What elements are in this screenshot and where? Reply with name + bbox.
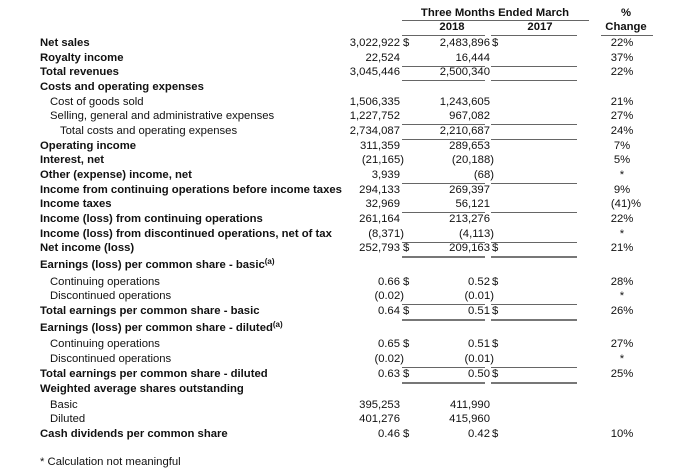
percent-change: 25% xyxy=(610,368,634,380)
value-2018: 261,164 xyxy=(359,213,400,225)
value-2017: 0.50 xyxy=(468,368,490,380)
value-2018: 0.46 xyxy=(378,428,400,440)
value-2018: 401,276 xyxy=(359,413,400,425)
table-row xyxy=(0,65,700,80)
value-2018: 1,227,752 xyxy=(349,110,400,122)
period-header: Three Months Ended March xyxy=(420,7,570,19)
value-2018: 3,939 xyxy=(371,169,400,181)
row-label-text: Total earnings per common share - basic xyxy=(40,305,260,317)
row-label-text: Cost of goods sold xyxy=(50,96,144,108)
row-label xyxy=(50,352,171,367)
percent-change: * xyxy=(619,169,625,181)
table-row xyxy=(0,382,700,397)
value-2018: 395,253 xyxy=(359,399,400,411)
table-row xyxy=(0,321,700,336)
row-label xyxy=(40,212,263,227)
percent-change: 26% xyxy=(610,305,634,317)
percent-change: 9% xyxy=(613,184,631,196)
row-label xyxy=(40,51,124,66)
value-2018: 32,969 xyxy=(365,198,400,210)
table-row xyxy=(0,183,700,198)
row-label xyxy=(40,241,134,256)
percent-change: 22% xyxy=(610,66,634,78)
footnote-ref: (a) xyxy=(272,320,283,329)
value-2017: 0.51 xyxy=(468,338,490,350)
currency-symbol-2017: $ xyxy=(492,242,499,254)
row-label xyxy=(40,197,112,212)
value-2018: 3,022,922 xyxy=(349,37,400,49)
value-2018: 294,133 xyxy=(359,184,400,196)
table-row xyxy=(0,367,700,382)
row-label xyxy=(40,382,244,397)
row-label-text: Discontinued operations xyxy=(50,353,172,365)
row-label xyxy=(40,304,260,319)
table-row xyxy=(0,80,700,95)
value-2018: 0.66 xyxy=(378,276,400,288)
row-label-text: Operating income xyxy=(40,140,137,152)
row-label-text: Discontinued operations xyxy=(50,290,172,302)
row-label-text: Income from continuing operations before income taxes xyxy=(40,184,342,196)
row-label xyxy=(40,139,136,154)
value-2018: 3,045,446 xyxy=(349,66,400,78)
row-label-text: Diluted xyxy=(50,413,86,425)
value-2017: 0.42 xyxy=(468,428,490,440)
value-2018: 0.65 xyxy=(378,338,400,350)
row-label-text: Earnings (loss) per common share - diluted xyxy=(40,322,273,334)
row-label-text: Cash dividends per common share xyxy=(40,428,228,440)
value-2018: 252,793 xyxy=(359,242,400,254)
table-row xyxy=(0,197,700,212)
table-row xyxy=(0,124,700,139)
value-2017: 411,990 xyxy=(450,399,490,411)
value-2018: (8,371) xyxy=(368,228,404,240)
percent-change: 22% xyxy=(610,213,634,225)
currency-symbol-2018: $ xyxy=(403,428,410,440)
table-row xyxy=(0,289,700,304)
percent-change: * xyxy=(619,290,625,302)
currency-symbol-2017: $ xyxy=(492,37,499,49)
value-2017: 209,163 xyxy=(449,242,490,254)
currency-symbol-2017: $ xyxy=(492,305,499,317)
row-label xyxy=(50,275,160,290)
table-row xyxy=(0,51,700,66)
table-row xyxy=(0,109,700,124)
table-row xyxy=(0,412,700,427)
currency-symbol-2018: $ xyxy=(403,276,410,288)
value-2017: 1,243,605 xyxy=(439,96,490,108)
value-2017: 415,960 xyxy=(449,413,490,425)
table-row xyxy=(0,427,700,442)
row-label-text: Other (expense) income, net xyxy=(40,169,192,181)
currency-symbol-2018: $ xyxy=(403,242,410,254)
row-label xyxy=(40,321,283,336)
row-label-text: Interest, net xyxy=(40,154,105,166)
value-2018: 0.63 xyxy=(378,368,400,380)
value-2018: 1,506,335 xyxy=(349,96,400,108)
value-2017: 56,121 xyxy=(455,198,490,210)
row-label xyxy=(40,258,275,273)
currency-symbol-2017: $ xyxy=(492,276,499,288)
row-label xyxy=(40,153,104,168)
value-2017: 0.51 xyxy=(468,305,490,317)
currency-symbol-2017: $ xyxy=(492,428,499,440)
value-2018: 311,359 xyxy=(360,140,400,152)
percent-change: 27% xyxy=(610,338,634,350)
table-row xyxy=(0,337,700,352)
footnote: * Calculation not meaningful xyxy=(40,456,181,468)
row-label xyxy=(40,168,192,183)
percent-change: 27% xyxy=(610,110,634,122)
row-label xyxy=(40,36,90,51)
row-label-text: Total revenues xyxy=(40,66,119,78)
row-label-text: Earnings (loss) per common share - basic xyxy=(40,259,265,271)
currency-symbol-2017: $ xyxy=(492,368,499,380)
value-2017: 2,210,687 xyxy=(439,125,490,137)
table-row xyxy=(0,304,700,319)
table-row xyxy=(0,258,700,273)
currency-symbol-2018: $ xyxy=(403,37,410,49)
percent-change: 7% xyxy=(613,140,631,152)
row-label-text: Income (loss) from continuing operations xyxy=(40,213,263,225)
row-label xyxy=(50,398,78,413)
row-label xyxy=(50,289,171,304)
percent-change: 22% xyxy=(610,37,634,49)
row-label xyxy=(40,65,119,80)
table-row xyxy=(0,95,700,110)
value-2018: (0.02) xyxy=(374,290,404,302)
footnote-ref: (a) xyxy=(264,257,275,266)
row-label-text: Basic xyxy=(50,399,78,411)
row-label-text: Net sales xyxy=(40,37,90,49)
percent-change: * xyxy=(619,353,625,365)
row-label xyxy=(50,109,274,124)
year-2017-header: 2017 xyxy=(527,21,553,33)
pct-change-header-line2: Change xyxy=(605,21,647,33)
currency-symbol-2018: $ xyxy=(403,338,410,350)
table-row xyxy=(0,227,700,242)
table-row xyxy=(0,241,700,256)
row-label-text: Royalty income xyxy=(40,52,124,64)
row-label xyxy=(50,412,85,427)
percent-change: 24% xyxy=(610,125,634,137)
value-2017: 269,397 xyxy=(449,184,490,196)
value-2017: 967,082 xyxy=(449,110,490,122)
row-label-text: Continuing operations xyxy=(50,338,160,350)
value-2017: (4,113) xyxy=(459,228,494,240)
value-2018: 0.64 xyxy=(378,305,400,317)
currency-symbol-2018: $ xyxy=(403,305,410,317)
row-label-text: Income taxes xyxy=(40,198,112,210)
row-label xyxy=(40,227,332,242)
value-2017: 16,444 xyxy=(455,52,490,64)
table-row xyxy=(0,153,700,168)
table-row xyxy=(0,275,700,290)
percent-change: 28% xyxy=(610,276,634,288)
table-row xyxy=(0,36,700,51)
row-label-text: Net income (loss) xyxy=(40,242,135,254)
row-label-text: Total costs and operating expenses xyxy=(60,125,238,137)
row-label-text: Total earnings per common share - diluted xyxy=(40,368,268,380)
row-label-text: Selling, general and administrative expenses xyxy=(50,110,275,122)
row-label-text: Continuing operations xyxy=(50,276,160,288)
table-row xyxy=(0,139,700,154)
table-row xyxy=(0,398,700,413)
table-row xyxy=(0,352,700,367)
row-label xyxy=(60,124,237,139)
value-2017: (0.01) xyxy=(464,290,494,302)
row-label-text: Weighted average shares outstanding xyxy=(40,383,244,395)
row-label xyxy=(40,183,342,198)
value-2017: 2,500,340 xyxy=(439,66,490,78)
percent-change: 5% xyxy=(613,154,631,166)
value-2018: (0.02) xyxy=(374,353,404,365)
value-2017: (0.01) xyxy=(464,353,494,365)
value-2017: 289,653 xyxy=(449,140,490,152)
value-2018: 22,524 xyxy=(365,52,400,64)
currency-symbol-2018: $ xyxy=(403,368,410,380)
percent-change: 37% xyxy=(610,52,634,64)
row-label xyxy=(50,337,160,352)
value-2017: 0.52 xyxy=(468,276,490,288)
row-label-text: Costs and operating expenses xyxy=(40,81,204,93)
value-2017: (68) xyxy=(473,169,494,181)
row-label xyxy=(40,80,204,95)
table-row xyxy=(0,212,700,227)
value-2017: 213,276 xyxy=(449,213,490,225)
value-2017: (20,188) xyxy=(451,154,494,166)
row-label xyxy=(40,367,268,382)
percent-change: 10% xyxy=(610,428,634,440)
percent-change: (41)% xyxy=(610,198,642,210)
percent-change: * xyxy=(619,228,625,240)
table-row xyxy=(0,168,700,183)
percent-change: 21% xyxy=(610,242,634,254)
row-label xyxy=(40,427,228,442)
year-2018-header: 2018 xyxy=(439,21,465,33)
value-2017: 2,483,896 xyxy=(439,37,490,49)
value-2018: 2,734,087 xyxy=(349,125,400,137)
value-2018: (21,165) xyxy=(361,154,404,166)
row-label xyxy=(50,95,144,110)
currency-symbol-2017: $ xyxy=(492,338,499,350)
row-label-text: Income (loss) from discontinued operations, net of tax xyxy=(40,228,332,240)
pct-change-header-line1: % xyxy=(620,7,632,19)
percent-change: 21% xyxy=(610,96,634,108)
